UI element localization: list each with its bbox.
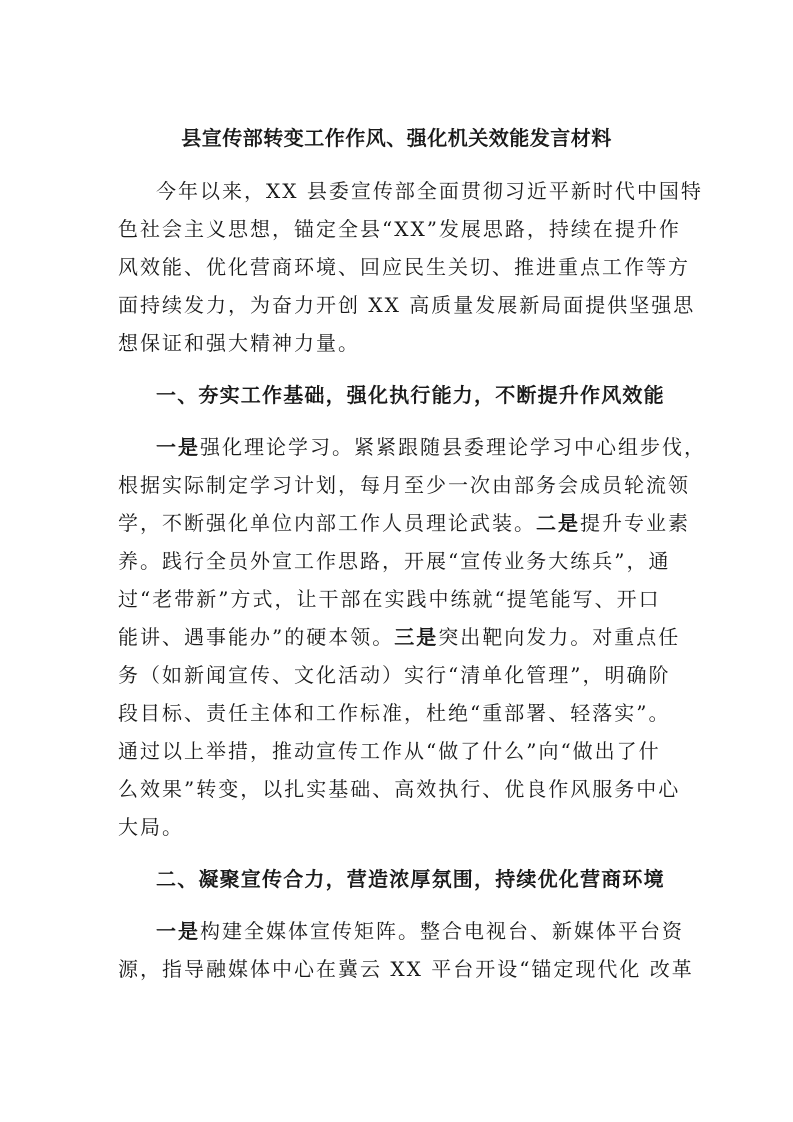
paragraph-text: 提升专业素 <box>580 511 690 535</box>
paragraph-line: 么效果”转变，以扎实基础、高效执行、优良作风服务中心 <box>118 777 681 801</box>
emphasis-label: 三是 <box>394 625 439 649</box>
paragraph-line: 过“老带新”方式，让干部在实践中练就“提笔能写、开口 <box>118 587 661 611</box>
paragraph-text: 学，不断强化单位内部工作人员理论武装。 <box>118 511 536 535</box>
document-body <box>118 172 706 988</box>
paragraph-line: 源，指导融媒体中心在冀云 XX 平台开设“锚定现代化 改革 <box>118 957 694 981</box>
paragraph-line: 面持续发力，为奋力开创 XX 高质量发展新局面提供坚强思 <box>118 293 696 317</box>
paragraph-line: 根据实际制定学习计划，每月至少一次由部务会成员轮流领 <box>118 473 690 497</box>
paragraph-line <box>118 504 690 542</box>
paragraph-line: 段目标、责任主体和工作标准，杜绝“重部署、轻落实”。 <box>118 701 671 725</box>
paragraph-line: 今年以来，XX 县委宣传部全面贯彻习近平新时代中国特 <box>156 179 703 203</box>
paragraph-line: 养。践行全员外宣工作思路，开展“宣传业务大练兵”，通 <box>118 549 671 573</box>
paragraph-line: 通过以上举措，推动宣传工作从“做了什么”向“做出了什 <box>118 739 661 763</box>
paragraph-line <box>118 428 706 466</box>
paragraph-text: 强化理论学习。紧紧跟随县委理论学习中心组步伐， <box>200 435 706 459</box>
document-title: 县宣传部转变工作作风、强化机关效能发言材料 <box>181 126 612 150</box>
paragraph-line <box>118 912 684 950</box>
emphasis-label: 一是 <box>156 919 200 943</box>
emphasis-label: 一是 <box>156 435 200 459</box>
paragraph-line <box>118 618 681 656</box>
paragraph-line: 务（如新闻宣传、文化活动）实行“清单化管理”，明确阶 <box>118 663 671 687</box>
paragraph-text: 突出靶向发力。对重点任 <box>438 625 681 649</box>
emphasis-label: 二是 <box>536 511 580 535</box>
paragraph-line: 想保证和强大精神力量。 <box>118 331 360 355</box>
paragraph-line: 大局。 <box>118 815 184 839</box>
section-heading: 二、凝聚宣传合力，营造浓厚氛围，持续优化营商环境 <box>156 867 665 891</box>
paragraph-line: 色社会主义思想，锚定全县“XX”发展思路，持续在提升作 <box>118 217 681 241</box>
paragraph-line: 风效能、优化营商环境、回应民生关切、推进重点工作等方 <box>118 255 690 279</box>
section-heading: 一、夯实工作基础，强化执行能力，不断提升作风效能 <box>156 383 665 407</box>
paragraph-text: 构建全媒体宣传矩阵。整合电视台、新媒体平台资 <box>200 919 684 943</box>
paragraph-text: 能讲、遇事能办”的硬本领。 <box>118 625 395 649</box>
